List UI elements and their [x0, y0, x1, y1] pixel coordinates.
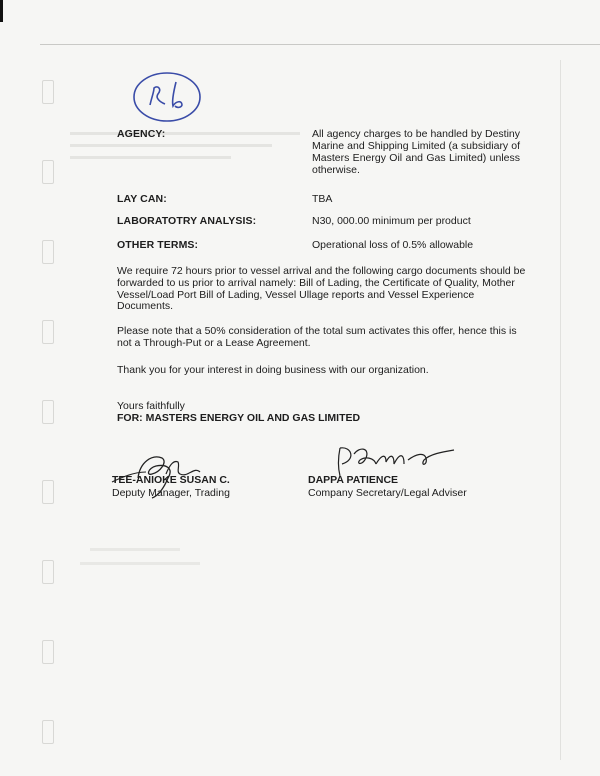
scan-artifact [90, 548, 180, 551]
scan-artifact [80, 562, 200, 565]
signatory-name-right: DAPPA PATIENCE [308, 474, 399, 486]
top-rule [40, 44, 600, 45]
term-value-agency: All agency charges to be handled by Destiny Marine and Shipping Limited (a subsidiary of Masters Energy Oil and Gas Limited) unless otherwise. [312, 128, 520, 176]
right-margin-rule [560, 60, 561, 760]
paragraph-cargo-documents: We require 72 hours prior to vessel arrival and the following cargo documents should be forwarded to us prior to arrival namely: Bill of Lading, the Certificate of Quality, Mother Vessel/Load Port Bill of Lading, Vessel Ullage reports and Vessel Experience Documents. [117, 265, 526, 313]
term-label-lay-can: LAY CAN: [117, 193, 167, 205]
term-value-lay-can: TBA [312, 193, 333, 205]
closing-company: FOR: MASTERS ENERGY OIL AND GAS LIMITED [117, 412, 361, 424]
signatory-name-left: TEE-ANIOKE SUSAN C. [112, 474, 230, 486]
term-label-lab-analysis: LABORATOTRY ANALYSIS: [117, 215, 257, 227]
term-label-agency: AGENCY: [117, 128, 166, 140]
bleed-through-text [70, 132, 300, 176]
paragraph-consideration: Please note that a 50% consideration of the total sum activates this offer, hence this is not a Through-Put or a Lease Agreement. [117, 325, 517, 349]
binder-holes [30, 60, 60, 760]
term-value-lab-analysis: N30, 000.00 minimum per product [312, 215, 471, 227]
term-value-other-terms: Operational loss of 0.5% allowable [312, 239, 474, 251]
term-label-other-terms: OTHER TERMS: [117, 239, 199, 251]
signatory-title-left: Deputy Manager, Trading [112, 487, 230, 499]
closing-salutation: Yours faithfully [117, 400, 185, 412]
signatory-title-right: Company Secretary/Legal Adviser [308, 487, 467, 499]
paragraph-thanks: Thank you for your interest in doing business with our organization. [117, 364, 429, 376]
handwritten-page-number-icon [130, 68, 206, 128]
scan-edge-mark [0, 0, 3, 22]
